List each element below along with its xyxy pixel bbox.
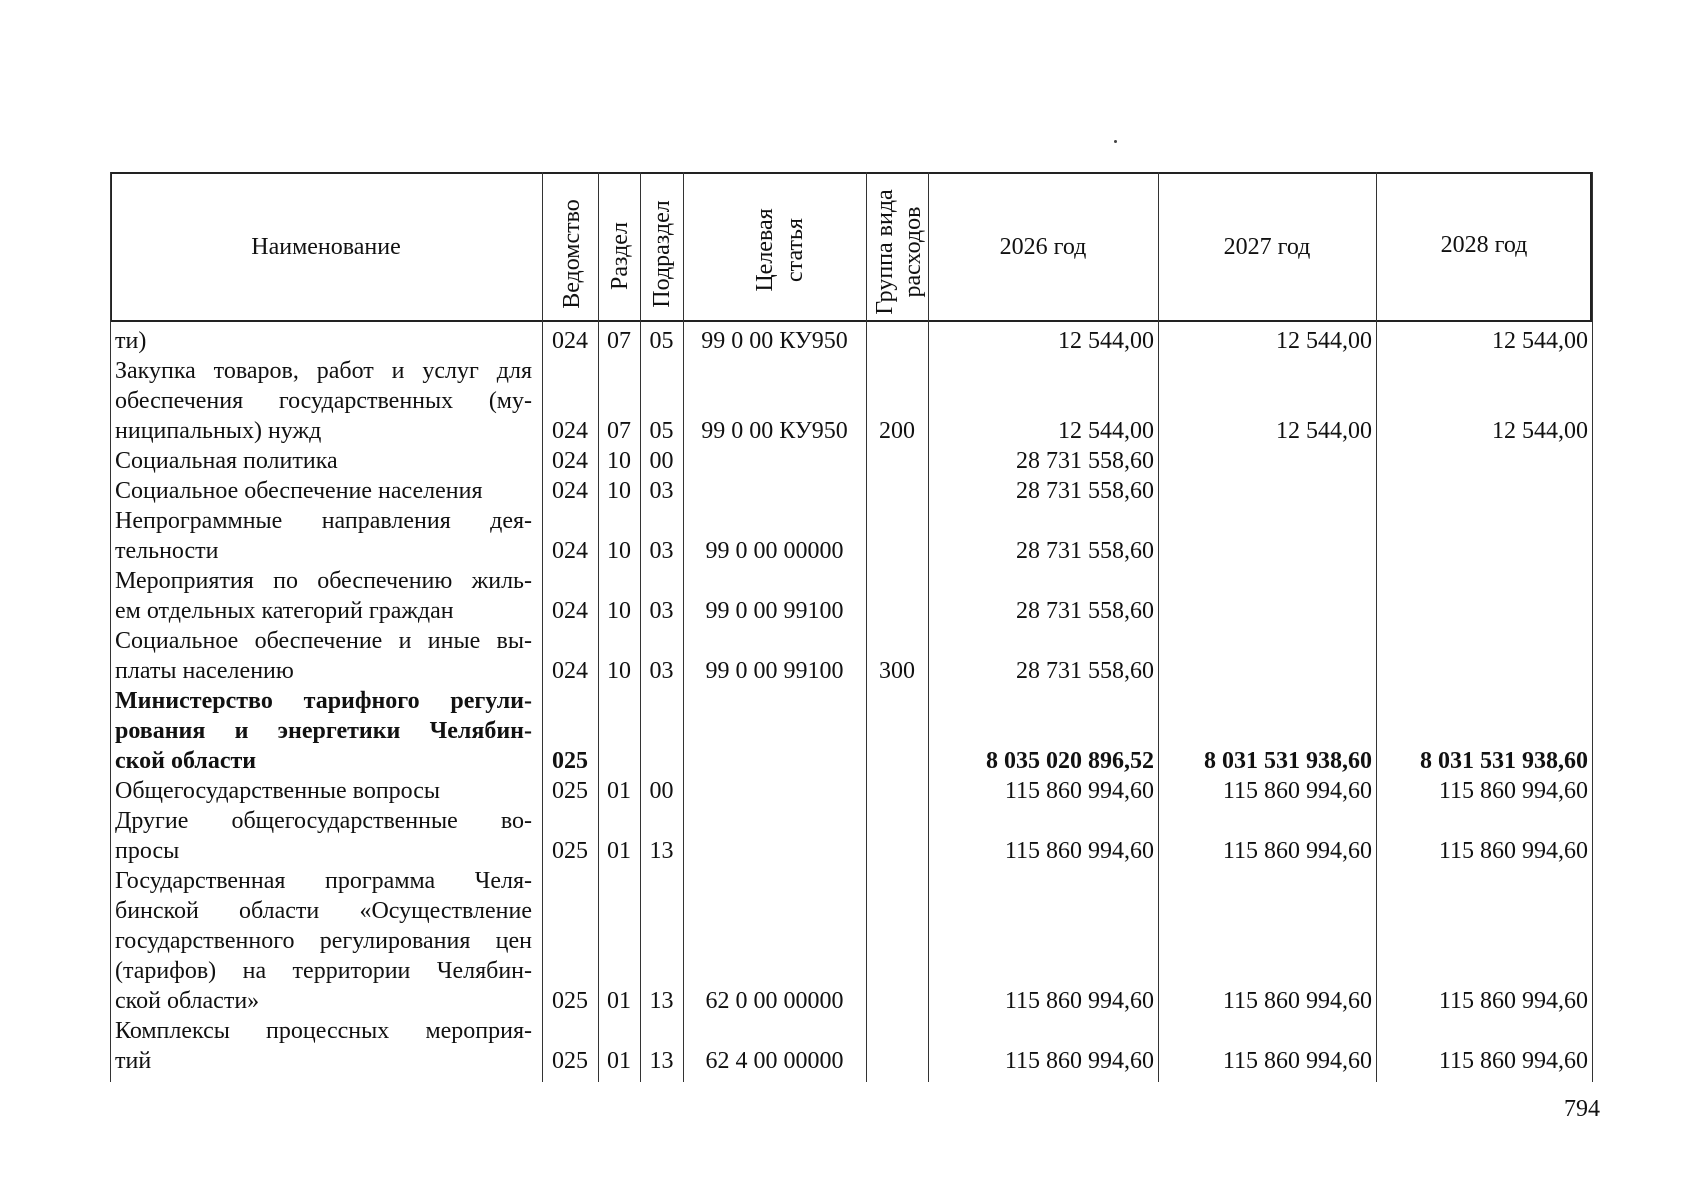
cell-vedomstvo: 024 bbox=[552, 478, 588, 504]
row-name-line: Общегосударственные вопросы bbox=[115, 778, 441, 804]
row-name-line: Другие общегосударственные во- bbox=[115, 808, 532, 834]
column-line bbox=[1158, 172, 1159, 1082]
row-name-line: Комплексы процессных мероприя- bbox=[115, 1018, 532, 1044]
cell-2026: 28 731 558,60 bbox=[1016, 448, 1154, 474]
header-name: Наименование bbox=[251, 234, 401, 260]
cell-podrazdel: 03 bbox=[649, 598, 674, 624]
row-name-line: Министерство тарифного регули- bbox=[115, 688, 532, 714]
cell-2027: 115 860 994,60 bbox=[1222, 838, 1372, 864]
cell-razdel: 10 bbox=[607, 658, 631, 684]
row-name-line: платы населению bbox=[115, 658, 294, 684]
row-name-line: бинской области «Осуществление bbox=[115, 898, 532, 924]
row-name-line: Социальное обеспечение населения bbox=[115, 478, 483, 504]
cell-razdel: 10 bbox=[607, 538, 631, 564]
cell-celevaya-statya: 62 4 00 00000 bbox=[705, 1048, 844, 1074]
cell-podrazdel: 13 bbox=[649, 838, 674, 864]
cell-2026: 115 860 994,60 bbox=[1004, 778, 1154, 804]
scan-speck bbox=[1114, 140, 1117, 143]
cell-razdel: 01 bbox=[607, 778, 631, 804]
page-number: 794 bbox=[1564, 1096, 1600, 1122]
cell-razdel: 01 bbox=[607, 1048, 631, 1074]
cell-razdel: 01 bbox=[607, 838, 631, 864]
header-vedomstvo: Ведомство bbox=[559, 199, 585, 309]
cell-razdel: 10 bbox=[607, 598, 631, 624]
cell-vedomstvo: 024 bbox=[552, 448, 588, 474]
cell-2028: 115 860 994,60 bbox=[1438, 1048, 1588, 1074]
cell-celevaya-statya: 99 0 00 КУ950 bbox=[701, 418, 848, 444]
cell-2026: 115 860 994,60 bbox=[1004, 838, 1154, 864]
cell-2027: 8 031 531 938,60 bbox=[1204, 748, 1372, 774]
row-name-line: ти) bbox=[115, 328, 147, 354]
row-name-line: ской области bbox=[115, 748, 257, 774]
row-name-line: ниципальных) нужд bbox=[115, 418, 322, 444]
column-line bbox=[1592, 172, 1593, 1082]
cell-podrazdel: 05 bbox=[649, 418, 674, 444]
column-line bbox=[542, 172, 543, 1082]
cell-razdel: 10 bbox=[607, 448, 631, 474]
row-name-line: Социальное обеспечение и иные вы- bbox=[115, 628, 532, 654]
cell-vedomstvo: 024 bbox=[552, 598, 588, 624]
cell-razdel: 10 bbox=[607, 478, 631, 504]
cell-vedomstvo: 025 bbox=[552, 1048, 588, 1074]
cell-razdel: 07 bbox=[607, 328, 631, 354]
row-name-line: просы bbox=[115, 838, 180, 864]
header-razdel: Раздел bbox=[607, 222, 633, 290]
cell-2026: 12 544,00 bbox=[1058, 418, 1154, 444]
cell-vedomstvo: 025 bbox=[552, 838, 588, 864]
cell-razdel: 07 bbox=[607, 418, 631, 444]
column-line bbox=[683, 172, 684, 1082]
row-name-line: обеспечения государственных (му- bbox=[115, 388, 532, 414]
cell-podrazdel: 00 bbox=[649, 778, 674, 804]
cell-gruppa-vida: 200 bbox=[879, 418, 915, 444]
header-2028: 2028 год bbox=[1440, 232, 1528, 258]
cell-2028: 115 860 994,60 bbox=[1438, 988, 1588, 1014]
header-2027: 2027 год bbox=[1223, 234, 1311, 260]
row-name-line: государственного регулирования цен bbox=[115, 928, 532, 954]
cell-gruppa-vida: 300 bbox=[879, 658, 915, 684]
cell-vedomstvo: 024 bbox=[552, 658, 588, 684]
cell-celevaya-statya: 99 0 00 КУ950 bbox=[701, 328, 848, 354]
row-name-line: рования и энергетики Челябин- bbox=[115, 718, 532, 744]
cell-podrazdel: 03 bbox=[649, 658, 674, 684]
cell-2026: 115 860 994,60 bbox=[1004, 1048, 1154, 1074]
cell-2027: 115 860 994,60 bbox=[1222, 1048, 1372, 1074]
cell-2026: 28 731 558,60 bbox=[1016, 478, 1154, 504]
header-gruppa-1: Группа вида bbox=[872, 189, 898, 315]
column-line bbox=[640, 172, 641, 1082]
row-name-line: тий bbox=[115, 1048, 152, 1074]
row-name-line: Социальная политика bbox=[115, 448, 338, 474]
cell-podrazdel: 03 bbox=[649, 538, 674, 564]
cell-razdel: 01 bbox=[607, 988, 631, 1014]
cell-celevaya-statya: 99 0 00 00000 bbox=[705, 538, 844, 564]
column-line bbox=[928, 172, 929, 1082]
row-name-line: Мероприятия по обеспечению жиль- bbox=[115, 568, 532, 594]
column-line bbox=[598, 172, 599, 1082]
header-celevaya-2: статья bbox=[782, 218, 808, 282]
cell-podrazdel: 13 bbox=[649, 988, 674, 1014]
cell-vedomstvo: 025 bbox=[552, 748, 588, 774]
cell-2028: 12 544,00 bbox=[1492, 328, 1588, 354]
cell-2026: 28 731 558,60 bbox=[1016, 538, 1154, 564]
cell-2028: 115 860 994,60 bbox=[1438, 778, 1588, 804]
header-podrazdel: Подраздел bbox=[649, 200, 675, 308]
header-celevaya-1: Целевая bbox=[752, 208, 778, 292]
column-line bbox=[866, 172, 867, 1082]
cell-podrazdel: 03 bbox=[649, 478, 674, 504]
cell-podrazdel: 05 bbox=[649, 328, 674, 354]
cell-2028: 12 544,00 bbox=[1492, 418, 1588, 444]
cell-2026: 8 035 020 896,52 bbox=[986, 748, 1154, 774]
cell-podrazdel: 00 bbox=[649, 448, 674, 474]
cell-vedomstvo: 024 bbox=[552, 538, 588, 564]
cell-2027: 12 544,00 bbox=[1276, 418, 1372, 444]
row-name-line: Непрограммные направления дея- bbox=[115, 508, 532, 534]
cell-2026: 115 860 994,60 bbox=[1004, 988, 1154, 1014]
row-name-line: ем отдельных категорий граждан bbox=[115, 598, 454, 624]
cell-2026: 12 544,00 bbox=[1058, 328, 1154, 354]
row-name-line: ской области» bbox=[115, 988, 260, 1014]
row-name-line: (тарифов) на территории Челябин- bbox=[115, 958, 532, 984]
cell-2027: 115 860 994,60 bbox=[1222, 778, 1372, 804]
cell-celevaya-statya: 99 0 00 99100 bbox=[705, 658, 844, 684]
cell-podrazdel: 13 bbox=[649, 1048, 674, 1074]
cell-2026: 28 731 558,60 bbox=[1016, 658, 1154, 684]
cell-celevaya-statya: 99 0 00 99100 bbox=[705, 598, 844, 624]
cell-celevaya-statya: 62 0 00 00000 bbox=[705, 988, 844, 1014]
cell-vedomstvo: 025 bbox=[552, 988, 588, 1014]
row-name-line: тельности bbox=[115, 538, 219, 564]
cell-vedomstvo: 025 bbox=[552, 778, 588, 804]
header-gruppa-2: расходов bbox=[900, 206, 926, 298]
cell-2028: 8 031 531 938,60 bbox=[1420, 748, 1588, 774]
cell-vedomstvo: 024 bbox=[552, 328, 588, 354]
header-2026: 2026 год bbox=[999, 234, 1087, 260]
cell-2026: 28 731 558,60 bbox=[1016, 598, 1154, 624]
cell-2028: 115 860 994,60 bbox=[1438, 838, 1588, 864]
cell-vedomstvo: 024 bbox=[552, 418, 588, 444]
column-line bbox=[110, 172, 111, 1082]
cell-2027: 115 860 994,60 bbox=[1222, 988, 1372, 1014]
cell-2027: 12 544,00 bbox=[1276, 328, 1372, 354]
row-name-line: Государственная программа Челя- bbox=[115, 868, 532, 894]
column-line bbox=[1376, 172, 1377, 1082]
row-name-line: Закупка товаров, работ и услуг для bbox=[115, 358, 532, 384]
